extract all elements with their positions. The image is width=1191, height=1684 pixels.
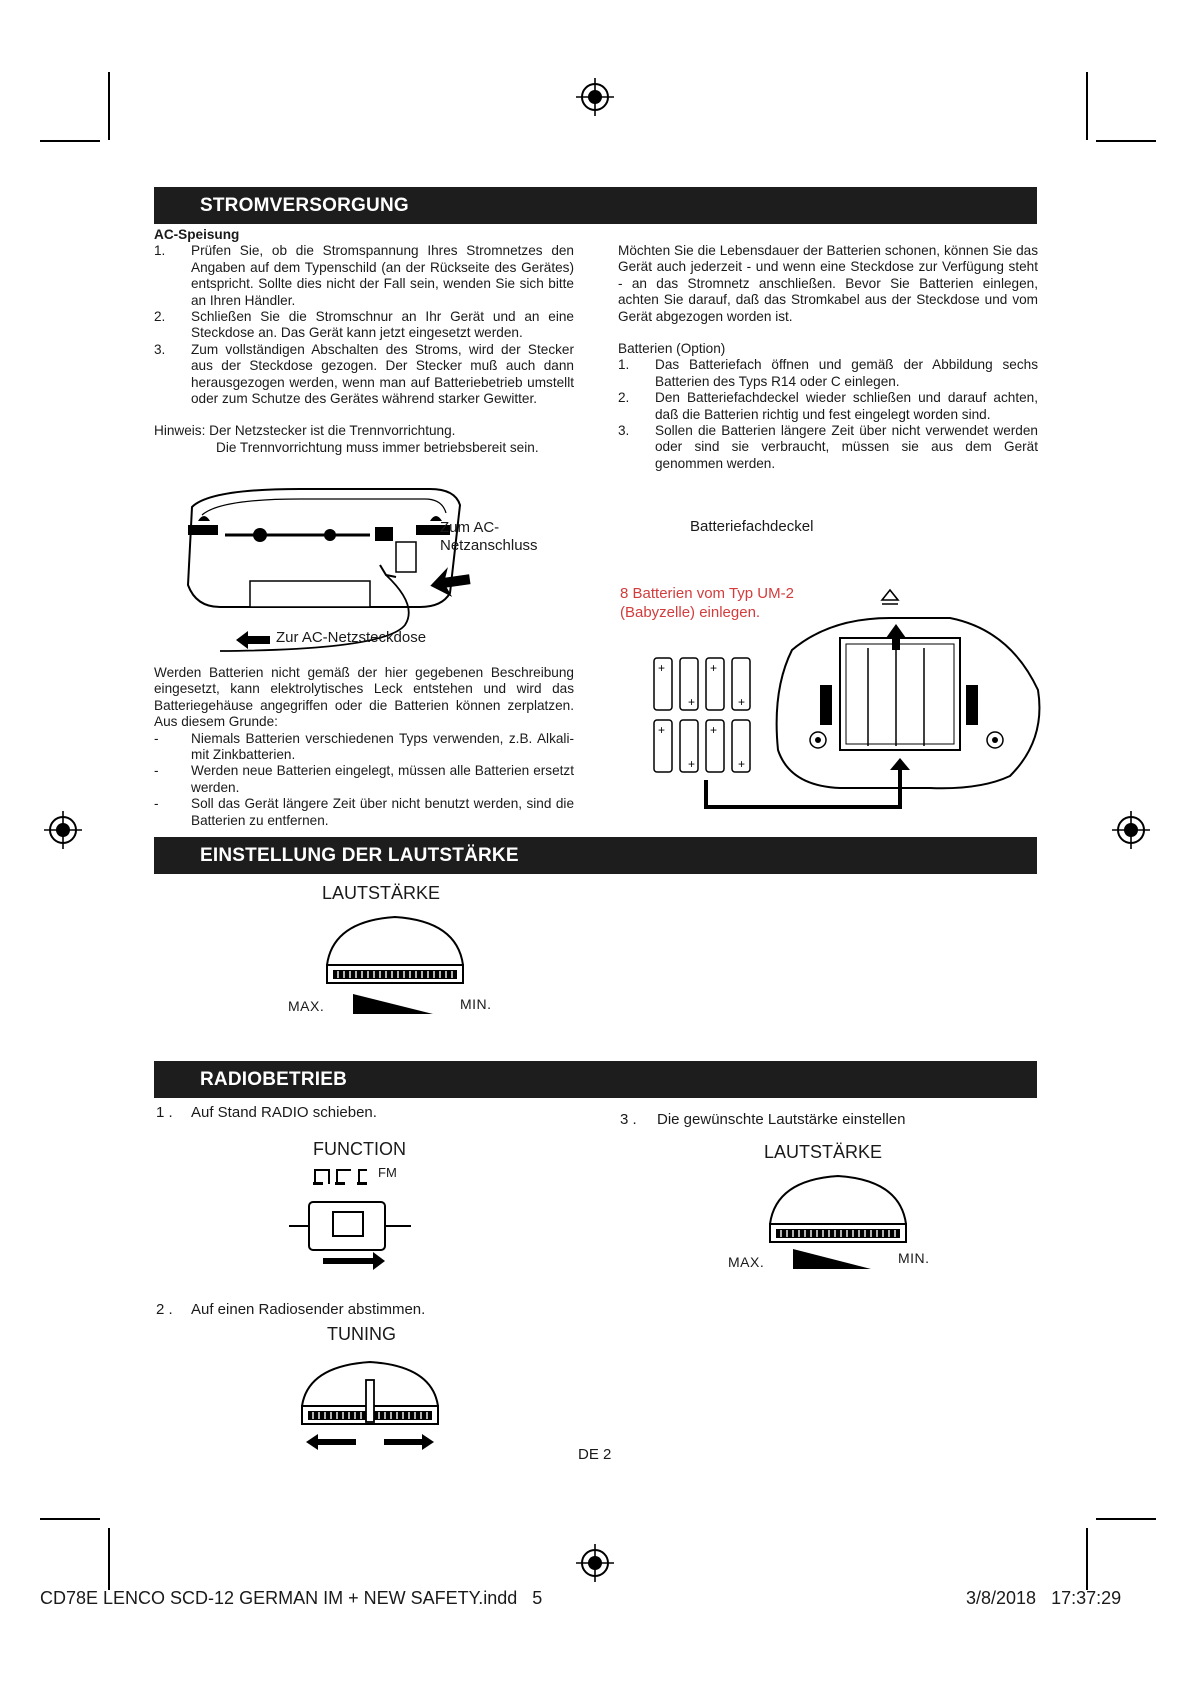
volume-wedge-icon bbox=[793, 1249, 871, 1269]
section-header-radio: RADIOBETRIEB bbox=[154, 1061, 1037, 1098]
list-item: 3. Zum vollständigen Abschalten des Stroms, wird der Stecker aus der Steckdose gezogen. Der Stecker muß auch dann herausgezogen werden, wenn man auf Batteriebetrieb umstellt oder zum Schutze des Gerätes während starker Gewitter. bbox=[154, 341, 574, 407]
registration-mark-icon bbox=[576, 1544, 614, 1582]
tuning-dial bbox=[300, 1362, 440, 1454]
battery-heading: Batterien (Option) bbox=[618, 341, 726, 357]
list-item: 2. Den Batteriefachdeckel wieder schließen und darauf achten, daß die Batterien richtig und fest eingelegt worden sind. bbox=[618, 390, 1038, 422]
volume-wedge-icon bbox=[353, 994, 433, 1014]
crop-mark bbox=[108, 72, 110, 140]
warning-intro: Werden Batterien nicht gemäß der hier gegebenen Beschreibung eingesetzt, kann elektrolytisches Leck entstehen und wird das Batteriegehäuse angegriffen oder die Batterien können zerplatzen. Aus diesem Grunde: bbox=[154, 665, 574, 730]
fm-label: FM bbox=[378, 1165, 397, 1180]
list-item: 1. Das Batteriefach öffnen und gemäß der Abbildung sechs Batterien des Typs R14 oder C einlegen. bbox=[618, 357, 1038, 389]
list-item: 1. Prüfen Sie, ob die Stromspannung Ihres Stromnetzes den Angaben auf dem Typenschild (an der Rückseite des Gerätes) entspricht. Sollte dies nicht der Fall sein, wenden Sie sich bitte an Ihren Händler. bbox=[154, 243, 574, 308]
date-slug: 3/8/2018 17:37:29 bbox=[966, 1588, 1122, 1608]
radio-step: 2 . Auf einen Radiosender abstimmen. bbox=[156, 1301, 426, 1318]
crop-mark bbox=[108, 1528, 110, 1590]
registration-mark-icon bbox=[1112, 811, 1150, 849]
list-item: 3. Sollen die Batterien längere Zeit über nicht verwendet werden oder sind sie verbraucht, müssen sie aus dem Gerät genommen werden. bbox=[618, 423, 1038, 471]
list-item: - Soll das Gerät längere Zeit über nicht benutzt werden, sind die Batterien zu entfernen. bbox=[154, 796, 574, 828]
volume-min-label: MIN. bbox=[898, 1250, 930, 1266]
radio-step: 1 . Auf Stand RADIO schieben. bbox=[156, 1104, 377, 1121]
volume-title: LAUTSTÄRKE bbox=[764, 1142, 883, 1162]
crop-mark bbox=[40, 140, 100, 142]
battery-intro: Möchten Sie die Lebensdauer der Batterien schonen, können Sie das Gerät auch jederzeit - und wenn eine Steckdose zur Verfügung steht - an das Stromnetz anschließen. Bevor Sie Batterien einlegen, achten Sie darauf, daß das Stromkabel aus der Steckdose und vom Gerät abgezogen worden ist. bbox=[618, 243, 1038, 324]
note-line: Hinweis: Der Netzstecker ist die Trennvorrichtung. bbox=[154, 423, 456, 439]
file-slug: CD78E LENCO SCD-12 GERMAN IM + NEW SAFETY.indd 5 bbox=[40, 1588, 543, 1608]
crop-mark bbox=[1086, 72, 1088, 140]
svg-text:+: + bbox=[688, 695, 696, 709]
volume-max-label: MAX. bbox=[728, 1254, 765, 1270]
volume-dial bbox=[325, 915, 465, 985]
svg-text:+: + bbox=[710, 723, 718, 737]
radio-step: 3 . Die gewünschte Lautstärke einstellen bbox=[620, 1111, 906, 1128]
volume-max-label: MAX. bbox=[288, 998, 325, 1014]
tuning-title: TUNING bbox=[327, 1324, 396, 1344]
volume-dial bbox=[768, 1174, 908, 1244]
battery-type-label: 8 Batterien vom Typ UM-2 (Babyzelle) einlegen. bbox=[620, 585, 794, 621]
crop-mark bbox=[40, 1518, 100, 1520]
crop-mark bbox=[1096, 1518, 1156, 1520]
list-item: 2. Schließen Sie die Stromschnur an Ihr Gerät und an eine Steckdose an. Das Gerät kann jetzt eingesetzt werden. bbox=[154, 309, 574, 341]
crop-mark bbox=[1086, 1528, 1088, 1590]
ac-connection-label: Zum AC- Netzanschluss bbox=[440, 519, 538, 554]
section-header-power: STROMVERSORGUNG bbox=[154, 187, 1037, 224]
right-column bbox=[618, 243, 1038, 472]
registration-mark-icon bbox=[576, 78, 614, 116]
volume-min-label: MIN. bbox=[460, 996, 492, 1012]
svg-text:+: + bbox=[710, 661, 718, 675]
svg-text:+: + bbox=[658, 723, 666, 737]
crop-mark bbox=[1096, 140, 1156, 142]
ac-section bbox=[154, 227, 574, 456]
page-number: DE 2 bbox=[578, 1446, 612, 1463]
registration-mark-icon bbox=[44, 811, 82, 849]
note-line: Die Trennvorrichtung muss immer betriebsbereit sein. bbox=[216, 439, 539, 455]
volume-title: LAUTSTÄRKE bbox=[322, 883, 441, 903]
battery-warning bbox=[154, 665, 574, 829]
section-header-volume: EINSTELLUNG DER LAUTSTÄRKE bbox=[154, 837, 1037, 874]
svg-text:+: + bbox=[738, 695, 746, 709]
function-title: FUNCTION bbox=[313, 1139, 406, 1159]
list-item: - Werden neue Batterien eingelegt, müssen alle Batterien ersetzt werden. bbox=[154, 763, 574, 795]
svg-text:+: + bbox=[658, 661, 666, 675]
list-item: - Niemals Batterien verschiedenen Typs verwenden, z.B. Alkali- mit Zinkbatterien. bbox=[154, 730, 574, 763]
socket-label: Zur AC-Netzsteckdose bbox=[276, 629, 427, 646]
svg-text:+: + bbox=[738, 757, 746, 771]
arrow-left-icon bbox=[236, 631, 270, 649]
svg-text:+: + bbox=[688, 757, 696, 771]
ac-heading: AC-Speisung bbox=[154, 227, 240, 242]
cover-label: Batteriefachdeckel bbox=[690, 518, 814, 535]
battery-compartment-diagram bbox=[650, 590, 1050, 820]
